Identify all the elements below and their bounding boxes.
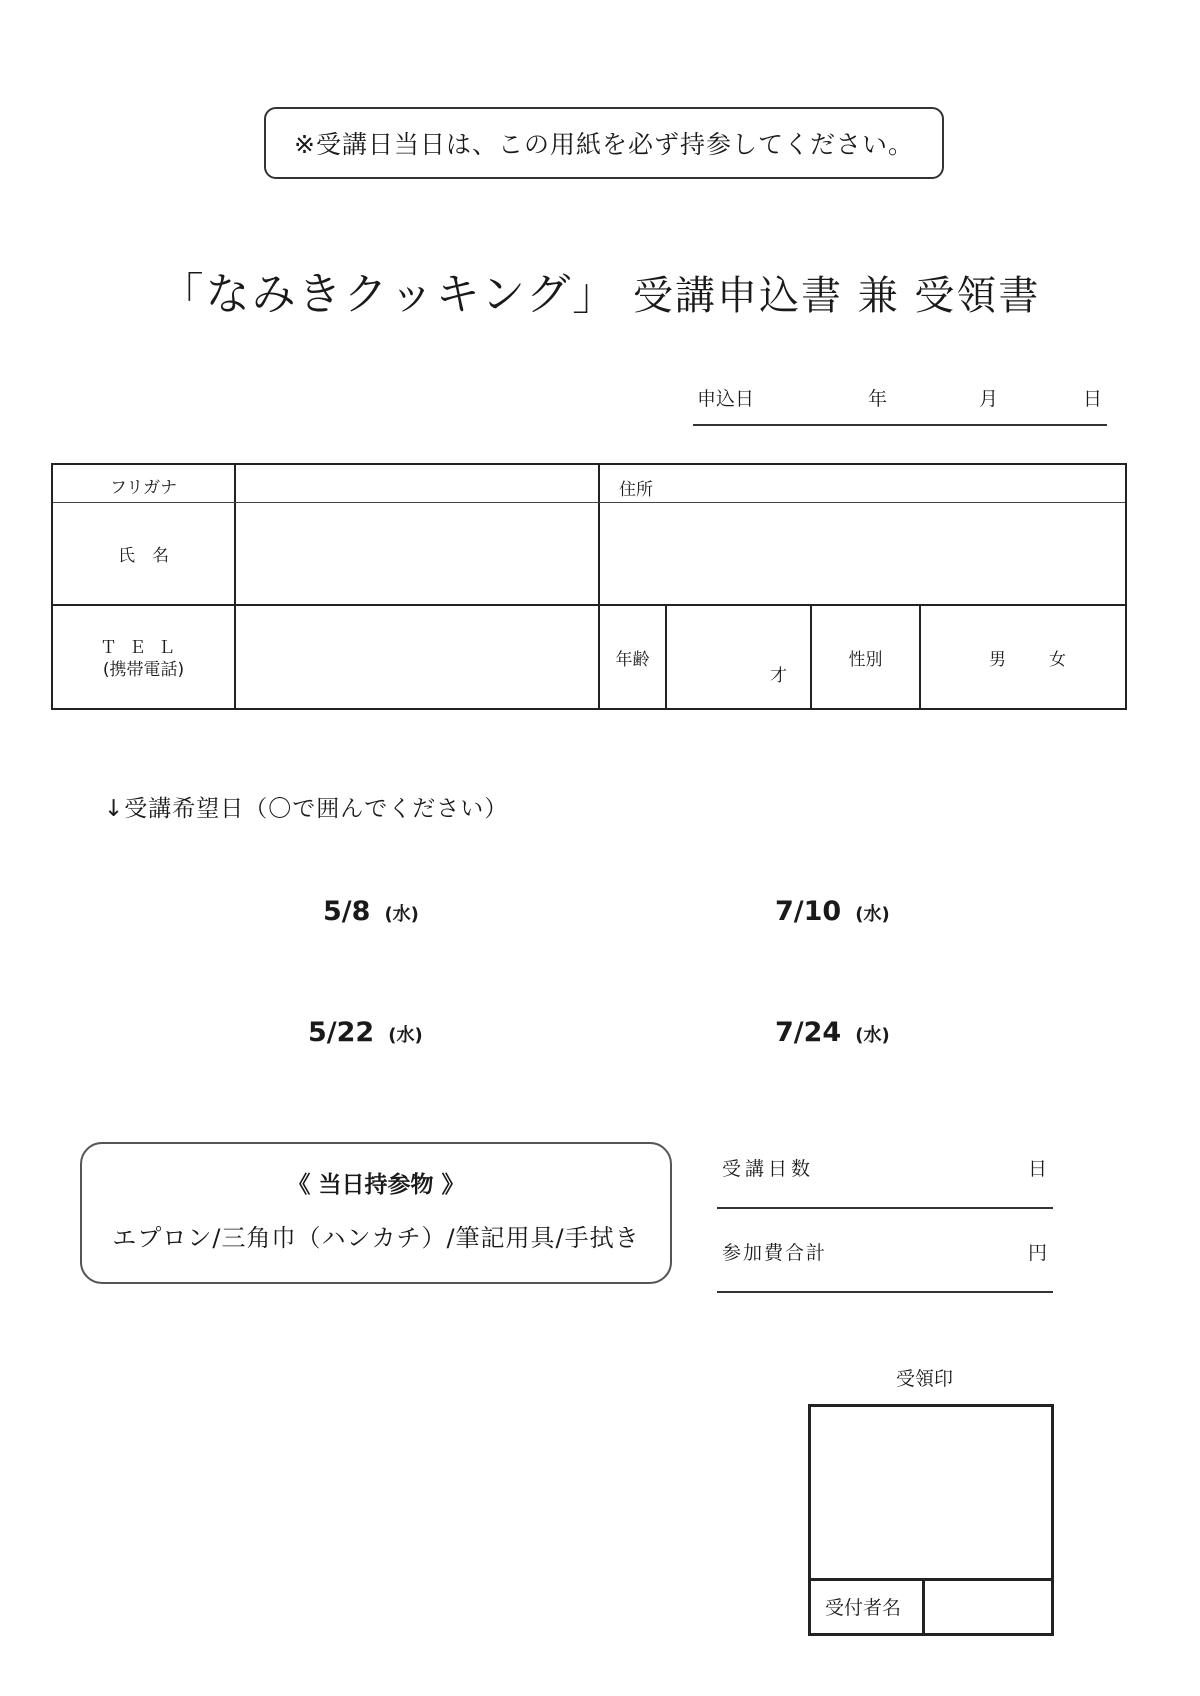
address-field[interactable]: [600, 504, 1125, 604]
receiver-label: 受付者名: [825, 1597, 902, 1619]
form-divider: [919, 604, 921, 708]
age-field[interactable]: [667, 606, 767, 708]
address-label: 住所: [619, 480, 653, 500]
furigana-field[interactable]: [236, 465, 598, 502]
application-date-label: 申込日: [697, 388, 755, 410]
fee-label: 参加費合計: [722, 1242, 828, 1264]
age-unit: 才: [770, 666, 787, 686]
furigana-label: フリガナ: [109, 478, 178, 498]
session-option[interactable]: [775, 1017, 890, 1048]
session-option[interactable]: [308, 1017, 423, 1048]
age-label: 年齢: [615, 650, 650, 670]
session-option[interactable]: [775, 896, 890, 927]
notice-text: ※受講日当日は、この用紙を必ず持参してください。: [294, 130, 914, 159]
name-field[interactable]: [236, 504, 598, 604]
session-weekday: (水): [855, 904, 890, 925]
application-date-line: [693, 424, 1107, 426]
tel-sub-label: (携帯電話): [102, 660, 185, 680]
application-month-label: 月: [979, 388, 999, 410]
gender-male-option[interactable]: 男: [989, 650, 1006, 670]
document-title: [0, 258, 1200, 322]
form-divider: [53, 502, 1125, 503]
tel-label: ＴＥＬ: [100, 638, 187, 658]
session-date: 5/22: [308, 1017, 375, 1048]
session-weekday: (水): [388, 1025, 423, 1046]
days-label: 受講日数: [722, 1158, 815, 1180]
belongings-items: エプロン/三角巾（ハンカチ）/筆記用具/手拭き: [112, 1224, 640, 1252]
gender-female-option[interactable]: 女: [1049, 650, 1066, 670]
application-year-label: 年: [868, 388, 888, 410]
session-date: 7/10: [775, 896, 842, 927]
belongings-box: [80, 1142, 672, 1284]
belongings-title: 《 当日持参物 》: [287, 1172, 465, 1198]
fee-line: [717, 1291, 1053, 1293]
session-option[interactable]: [323, 896, 419, 927]
notice-box: [264, 107, 944, 179]
application-form-table: [51, 463, 1127, 710]
receiver-field[interactable]: [925, 1581, 1051, 1633]
session-date: 5/8: [323, 896, 371, 927]
name-label: 氏 名: [118, 546, 169, 566]
schedule-instruction: ↓受講希望日（〇で囲んでください）: [104, 796, 509, 822]
session-weekday: (水): [384, 904, 419, 925]
session-weekday: (水): [855, 1025, 890, 1046]
title-name: 「なみきクッキング」: [159, 269, 619, 320]
gender-label: 性別: [848, 650, 883, 670]
fee-unit: 円: [1028, 1242, 1048, 1264]
tel-field[interactable]: [236, 606, 598, 708]
seal-label: 受領印: [896, 1368, 954, 1390]
days-unit: 日: [1028, 1158, 1048, 1180]
application-day-label: 日: [1083, 388, 1103, 410]
title-suffix: 受講申込書 兼 受領書: [632, 273, 1041, 319]
session-date: 7/24: [775, 1017, 842, 1048]
days-line: [717, 1207, 1053, 1209]
seal-box[interactable]: [808, 1404, 1054, 1636]
